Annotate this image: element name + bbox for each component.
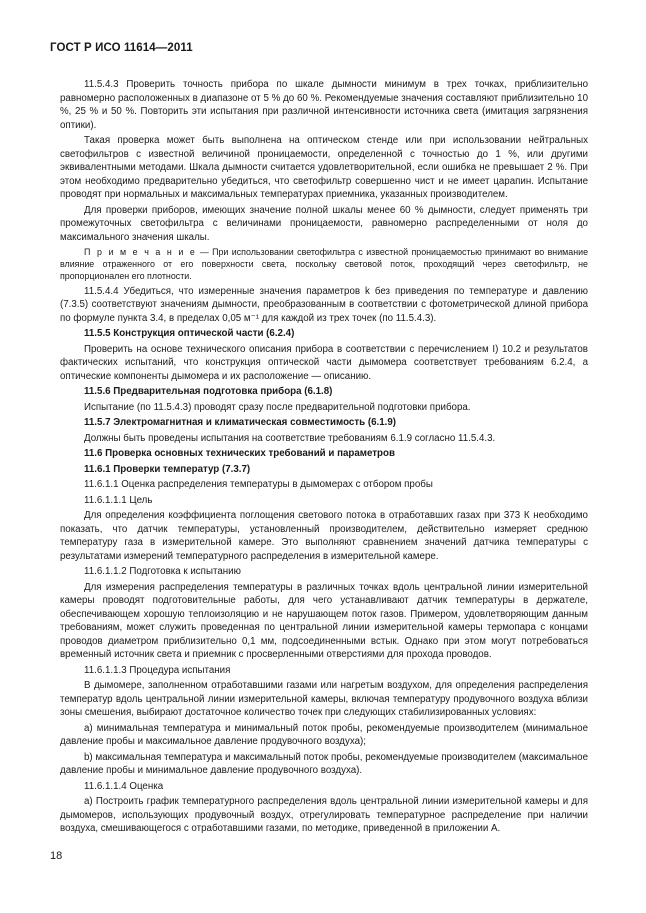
paragraph: 11.5.4.3 Проверить точность прибора по шкале дымности минимум в трех точках, приблизительно равномерно расположенных в диапазоне от 5 % до 60 %. Рекомендуемые значения составляют приблизительно 10 %, 25 % и 50 %. Повторить эти испытания при различной интенсивности источника света (имитация загрязнения оптики). (60, 79, 588, 131)
subsection-heading: 11.6.1.1.4 Оценка (84, 780, 164, 792)
paragraph: Для проверки приборов, имеющих значение полной шкалы менее 60 % дымности, следует применять три промежуточных светофильтра с величинами проницаемости, равномерно распределенными от ноля до максимального значения шкалы. (60, 204, 588, 243)
page-number: 18 (50, 850, 63, 862)
note-text: — При использовании светофильтра с известной проницаемостью принимают во внимание влияние отраженного от его поверхности света, поскольку световой поток, проходящий через светофильтр, не пропорционален его плотности. (60, 247, 588, 282)
section-heading: 11.5.5 Конструкция оптической части (6.2.4) (84, 328, 295, 340)
note (60, 246, 588, 283)
subsection-heading: 11.6.1.1 Оценка распределения температуры в дымомерах с отбором пробы (84, 479, 433, 491)
paragraph: Испытание (по 11.5.4.3) проводят сразу после предварительной подготовки прибора. (84, 401, 471, 413)
subsection-heading: 11.6.1.1.2 Подготовка к испытанию (84, 566, 241, 578)
note-label: П р и м е ч а н и е (84, 247, 197, 257)
section-heading: 11.5.7 Электромагнитная и климатическая совместимость (6.1.9) (84, 417, 397, 429)
section-heading: 11.6 Проверка основных технических требований и параметров (84, 448, 395, 460)
paragraph: В дымомере, заполненном отработавшими газами или нагретым воздухом, для определения распределения температур вдоль центральной линии измерительной камеры, включая температуру продувочного воздуха вблизи зоны смешения, выбирают достаточное количество точек при следующих стабилизированных условиях: (60, 680, 588, 719)
document-body (60, 78, 588, 838)
paragraph: a) Построить график температурного распределения вдоль центральной линии измерительной камеры и для дымомеров, использующих продувочный воздух, отрегулировать температурное распределение при наличии воздуха, смешивающегося с отработавшими газами, по методике, приведенной в приложении А. (60, 796, 588, 835)
paragraph: Для измерения распределения температуры в различных точках вдоль центральной линии измерительной камеры проводят подготовительные работы, для чего устанавливают датчик температуры в держателе, обеспечивающем хорошую теплоизоляцию и не нарушающем поток газов. Примером, удовлетворяющим данным требованиям, может служить проведенная по центральной линии измерительной камеры термопара с концами проводов диаметром приблизительно 0,1 мм, подсоединенными встык. Однако при этом могут потребоваться временный источник света и приемник с просверленными отверстиями для прохода проводов. (60, 581, 588, 661)
section-heading: 11.5.6 Предварительная подготовка прибора (6.1.8) (84, 386, 333, 398)
paragraph: Проверить на основе технического описания прибора в соответствии с перечислением I) 10.2 и результатов фактических испытаний, что конструкция оптической части дымомера соответствует требованиям 6.2.4, а оптические компоненты дымомера и их расположение — описанию. (60, 343, 588, 382)
paragraph: Должны быть проведены испытания на соответствие требованиям 6.1.9 согласно 11.5.4.3. (84, 432, 496, 444)
list-item: a) минимальная температура и минимальный поток пробы, рекомендуемые производителем (минимальное давление пробы и максимальное давление продувочного воздуха); (60, 722, 588, 748)
paragraph: Для определения коэффициента поглощения светового потока в отработавших газах при 373 К необходимо показать, что датчик температуры, установленный производителем, действительно измеряет среднюю температуру газа в измерительной камере. Это выполняют сравнением значений датчика температуры с результатами измерений температурного распределения в измерительной камере. (60, 510, 588, 562)
subsection-heading: 11.6.1.1.1 Цель (84, 494, 153, 506)
document-header: ГОСТ Р ИСО 11614—2011 (50, 42, 193, 54)
paragraph: 11.5.4.4 Убедиться, что измеренные значения параметров k без приведения по температуре и давлению (7.3.5) соответствуют значениям дымности, преобразованным в соответствии с фотометрической длиной прибора по формуле пункта 3.4, в пределах 0,05 м⁻¹ для каждой из трех точек (по 11.5.4.3). (60, 285, 588, 324)
paragraph: Такая проверка может быть выполнена на оптическом стенде или при использовании нейтральных светофильтров с известной величиной проницаемости, определенной с точностью до 1 %, или другими эквивалентными методами. Шкала дымности считается удовлетворительной, если ошибка не превышает 2 %. При этом необходимо предварительно убедиться, что светофильтр совершенно чист и не имеет царапин. Испытание проводят при нормальных и максимальных температурах приемника, указанных производителем. (60, 135, 588, 200)
subsection-heading: 11.6.1.1.3 Процедура испытания (84, 664, 231, 676)
section-heading: 11.6.1 Проверки температур (7.3.7) (84, 463, 251, 475)
list-item: b) максимальная температура и максимальный поток пробы, рекомендуемые производителем (максимальное давление пробы и минимальное давление продувочного воздуха). (60, 751, 588, 777)
